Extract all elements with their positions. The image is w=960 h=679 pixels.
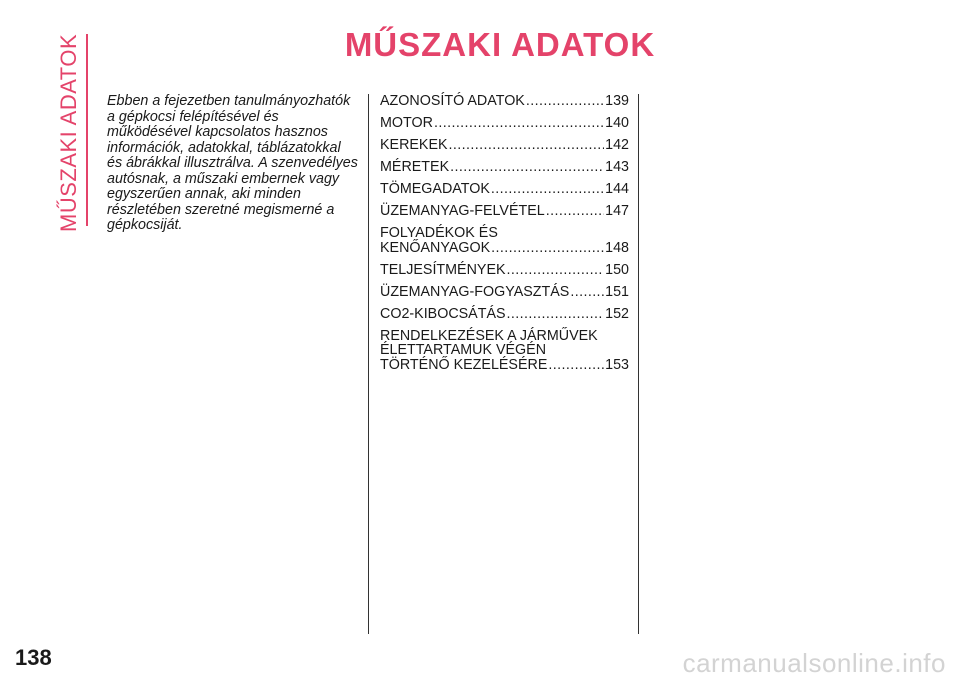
toc-leader-dots <box>546 204 604 219</box>
chapter-side-title: MŰSZAKI ADATOK <box>56 33 81 232</box>
toc-page-number: 144 <box>605 181 629 197</box>
toc-entry-label: TELJESÍTMÉNYEK <box>380 261 506 278</box>
toc-page-number: 142 <box>605 137 629 153</box>
toc-entry[interactable] <box>380 138 629 153</box>
toc-entry[interactable] <box>380 94 629 109</box>
toc-page-number: 153 <box>605 356 629 373</box>
intro-paragraph: Ebben a fejezetben tanulmányozhatók a gépkocsi felépítésével és működésével kapcsolatos hasznos információk, adatokkal, táblázatokkal és ábrákkal illusztrálva. A szenvedélyes autósnak, a műszaki embernek vagy egyszerűen annak, aki minden részletében szeretné megismerné a gépkocsiját. <box>107 93 358 233</box>
toc-page-number: 143 <box>605 159 629 175</box>
toc-page-number: 152 <box>605 305 629 322</box>
toc-entry-label: RENDELKEZÉSEK A JÁRMŰVEK <box>380 327 598 344</box>
toc-leader-dots <box>526 94 604 109</box>
toc-leader-dots <box>570 285 604 300</box>
toc-leader-dots <box>491 241 604 256</box>
table-of-contents <box>380 94 629 380</box>
toc-leader-dots <box>548 358 604 373</box>
toc-page-number: 139 <box>605 93 629 109</box>
toc-entry[interactable] <box>380 204 629 219</box>
column-divider-left <box>368 94 369 634</box>
toc-page-number: 148 <box>605 239 629 256</box>
page-title: MŰSZAKI ADATOK <box>344 26 656 63</box>
toc-entry-label: AZONOSÍTÓ ADATOK <box>380 93 525 109</box>
toc-entry[interactable] <box>380 307 629 322</box>
toc-entry-label: MOTOR <box>380 115 433 131</box>
toc-entry[interactable] <box>380 329 629 373</box>
toc-entry[interactable] <box>380 160 629 175</box>
toc-leader-dots <box>450 160 604 175</box>
toc-entry-label: CO2-KIBOCSÁTÁS <box>380 305 506 322</box>
toc-entry-label: TÖMEGADATOK <box>380 181 490 197</box>
toc-entry-label: ÉLETTARTAMUK VÉGÉN <box>380 342 547 358</box>
toc-entry[interactable] <box>380 285 629 300</box>
toc-leader-dots <box>449 138 605 153</box>
toc-entry[interactable] <box>380 182 629 197</box>
toc-entry[interactable] <box>380 226 629 255</box>
toc-entry-label: TÖRTÉNŐ KEZELÉSÉRE <box>380 356 548 373</box>
page-number: 138 <box>15 645 52 670</box>
toc-entry-label: FOLYADÉKOK ÉS <box>380 225 498 241</box>
toc-page-number: 147 <box>605 203 629 219</box>
toc-page-number: 150 <box>605 261 629 278</box>
toc-entry-label: KEREKEK <box>380 137 448 153</box>
toc-entry-label: KENŐANYAGOK <box>380 239 491 256</box>
toc-entry-label: ÜZEMANYAG-FELVÉTEL <box>380 203 545 219</box>
toc-entry[interactable] <box>380 116 629 131</box>
toc-entry[interactable] <box>380 263 629 278</box>
toc-entry-label: MÉRETEK <box>380 159 450 175</box>
watermark: carmanualsonline.info <box>682 648 946 678</box>
toc-leader-dots <box>507 263 605 278</box>
toc-entry-label: ÜZEMANYAG-FOGYASZTÁS <box>380 283 570 300</box>
toc-page-number: 151 <box>605 283 629 300</box>
toc-leader-dots <box>434 116 604 131</box>
column-divider-right <box>638 94 639 634</box>
toc-leader-dots <box>491 182 604 197</box>
toc-leader-dots <box>507 307 605 322</box>
toc-page-number: 140 <box>605 115 629 131</box>
